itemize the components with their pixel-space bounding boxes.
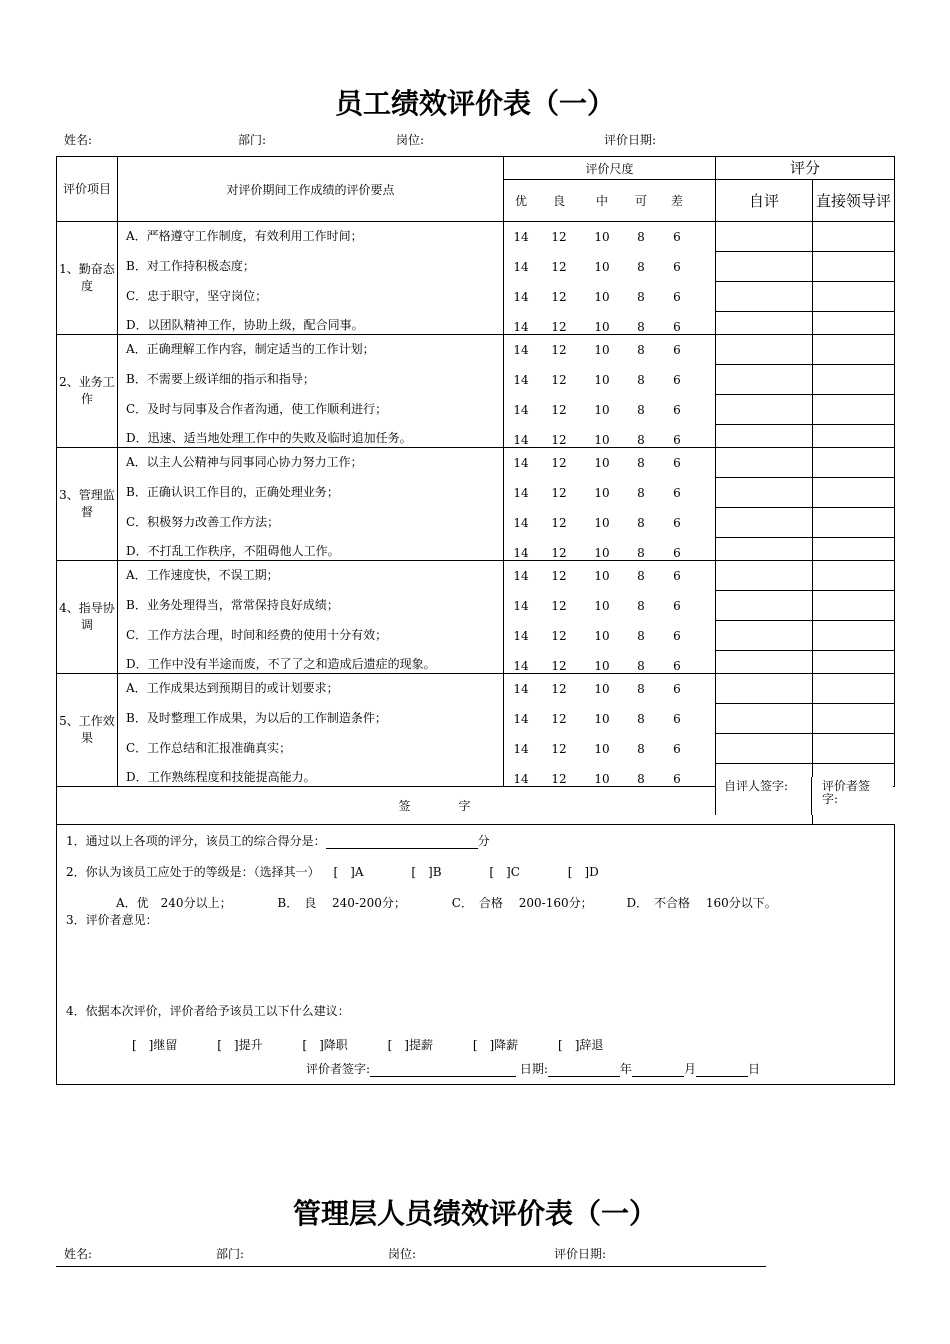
scale-label-excellent: 优 bbox=[514, 194, 527, 208]
suggest-demote[interactable]: [ ]降职 bbox=[302, 1038, 348, 1052]
scale-score-value[interactable]: 12 bbox=[551, 712, 567, 726]
scale-score-value[interactable]: 10 bbox=[594, 260, 610, 274]
criteria-list bbox=[118, 561, 504, 674]
category-row bbox=[57, 674, 895, 787]
leader-score-cells[interactable] bbox=[813, 561, 895, 674]
evaluator-sign-label: 评价者签字: bbox=[822, 779, 871, 806]
scale-score-value[interactable]: 8 bbox=[637, 712, 645, 726]
scale-score-value[interactable]: 12 bbox=[551, 373, 567, 387]
score-entry-cell[interactable] bbox=[716, 674, 812, 704]
grade-option-d[interactable]: [ ]D bbox=[567, 865, 599, 879]
col-scale-header: 评价尺度 bbox=[504, 157, 716, 180]
scale-score-value[interactable]: 8 bbox=[637, 599, 645, 613]
evaluator-sign-cell[interactable] bbox=[812, 777, 893, 815]
scale-score-value[interactable]: 10 bbox=[594, 289, 610, 304]
scale-score-value[interactable]: 8 bbox=[637, 230, 645, 245]
criterion: B．对工作持积极态度； bbox=[126, 259, 255, 274]
scale-score-value[interactable]: 12 bbox=[551, 741, 567, 756]
criterion: A．工作速度快，不误工期； bbox=[126, 568, 279, 583]
scale-score-value[interactable]: 12 bbox=[551, 515, 567, 530]
scale-score-value[interactable]: 10 bbox=[594, 373, 610, 387]
criterion: C．工作方法合理，时间和经费的使用十分有效； bbox=[126, 627, 388, 642]
category-name: 1、勤奋态度 bbox=[57, 222, 118, 335]
criterion: D．工作熟练程度和技能提高能力。 bbox=[126, 769, 316, 784]
score-entry-cell[interactable] bbox=[813, 312, 894, 334]
scale-score-value[interactable]: 10 bbox=[594, 682, 610, 697]
date-text: 日期: bbox=[519, 1062, 548, 1076]
scale-score-value[interactable]: 10 bbox=[594, 319, 610, 334]
scale-score-value[interactable]: 14 bbox=[513, 402, 529, 417]
criteria-list bbox=[118, 448, 504, 561]
scale-score-value[interactable]: 6 bbox=[673, 658, 681, 673]
scale-score-value[interactable]: 14 bbox=[513, 628, 529, 643]
scale-label-poor: 差 bbox=[670, 194, 683, 208]
scale-score-value[interactable]: 6 bbox=[673, 771, 681, 786]
scale-score-value[interactable]: 14 bbox=[513, 343, 529, 358]
score-entry-cell[interactable] bbox=[716, 734, 812, 764]
scale-score-value[interactable]: 12 bbox=[551, 486, 567, 500]
leader-score-cells[interactable] bbox=[813, 674, 895, 787]
scale-score-value[interactable]: 14 bbox=[513, 545, 529, 560]
scale-score-value[interactable]: 8 bbox=[637, 343, 645, 358]
q2-text: 2．你认为该员工应处于的等级是：（选择其一） bbox=[66, 865, 320, 879]
leader-eval-header: 直接领导评 bbox=[813, 180, 895, 222]
grade-option-b[interactable]: [ ]B bbox=[411, 865, 442, 879]
scale-score-value[interactable]: 14 bbox=[513, 230, 529, 245]
criterion: B．及时整理工作成果，为以后的工作制造条件； bbox=[126, 711, 387, 726]
scale-score-value[interactable]: 10 bbox=[594, 712, 610, 726]
score-entry-cell[interactable] bbox=[813, 508, 894, 538]
scale-score-value[interactable]: 10 bbox=[594, 771, 610, 786]
bottom-section bbox=[56, 816, 894, 1076]
scale-score-value[interactable]: 6 bbox=[673, 432, 681, 447]
scale-score-value[interactable]: 8 bbox=[637, 260, 645, 274]
scale-score-value[interactable]: 8 bbox=[637, 771, 645, 786]
scale-score-value[interactable]: 10 bbox=[594, 741, 610, 756]
score-entry-cell[interactable] bbox=[716, 448, 812, 478]
scale-score-value[interactable]: 14 bbox=[513, 289, 529, 304]
score-entry-cell[interactable] bbox=[716, 591, 812, 621]
scale-score-value[interactable]: 14 bbox=[513, 569, 529, 584]
scale-score-value[interactable]: 10 bbox=[594, 545, 610, 560]
form2-top-rule bbox=[56, 1266, 766, 1267]
criterion: A．正确理解工作内容，制定适当的工作计划； bbox=[126, 342, 375, 357]
scale-score-value[interactable]: 10 bbox=[594, 486, 610, 500]
criterion: C．积极努力改善工作方法； bbox=[126, 514, 280, 529]
score-entry-cell[interactable] bbox=[813, 561, 894, 591]
scale-score-value[interactable]: 8 bbox=[637, 402, 645, 417]
scale-score-value[interactable]: 6 bbox=[673, 486, 681, 500]
col-points-header: 对评价期间工作成绩的评价要点 bbox=[118, 157, 504, 222]
scale-values bbox=[504, 222, 716, 335]
date-year-field[interactable] bbox=[548, 1064, 620, 1077]
self-score-cells[interactable] bbox=[716, 335, 813, 448]
scale-score-value[interactable]: 14 bbox=[513, 486, 529, 500]
category-name: 5、工作效果 bbox=[57, 674, 118, 787]
criterion: A．以主人公精神与同事同心协力努力工作； bbox=[126, 455, 363, 470]
scale-score-value[interactable]: 6 bbox=[673, 373, 681, 387]
form2-title: 管理层人员绩效评价表（一） bbox=[292, 1197, 657, 1230]
date-month-field[interactable] bbox=[632, 1064, 684, 1077]
evaluator-sign-text: 评价者签字: bbox=[306, 1062, 371, 1076]
scale-score-value[interactable]: 6 bbox=[673, 741, 681, 756]
scale-score-value[interactable]: 6 bbox=[673, 545, 681, 560]
scale-score-value[interactable]: 10 bbox=[594, 599, 610, 613]
category-row bbox=[57, 448, 895, 561]
leader-score-cells[interactable] bbox=[813, 448, 895, 561]
scale-score-value[interactable]: 12 bbox=[551, 599, 567, 613]
suggest-pay-cut[interactable]: [ ]降薪 bbox=[472, 1038, 519, 1052]
self-score-cells[interactable] bbox=[716, 222, 813, 335]
scale-score-value[interactable]: 14 bbox=[513, 599, 529, 613]
form2-position-label: 岗位: bbox=[388, 1247, 417, 1261]
score-entry-cell[interactable] bbox=[716, 425, 812, 447]
criterion: D．以团队精神工作，协助上级，配合同事。 bbox=[126, 317, 364, 332]
score-entry-cell[interactable] bbox=[813, 425, 894, 447]
score-entry-cell[interactable] bbox=[716, 561, 812, 591]
score-entry-cell[interactable] bbox=[716, 252, 812, 282]
scale-values bbox=[504, 335, 716, 448]
scale-score-value[interactable]: 6 bbox=[673, 402, 681, 417]
scale-score-value[interactable]: 12 bbox=[551, 343, 567, 358]
col-score-header: 评分 bbox=[716, 157, 895, 180]
scale-score-value[interactable]: 8 bbox=[637, 432, 645, 447]
scale-score-value[interactable]: 10 bbox=[594, 343, 610, 358]
scale-score-value[interactable]: 6 bbox=[673, 599, 681, 613]
category-row bbox=[57, 222, 895, 335]
score-entry-cell[interactable] bbox=[716, 478, 812, 508]
score-entry-cell[interactable] bbox=[716, 222, 812, 252]
scale-score-value[interactable]: 12 bbox=[551, 569, 567, 584]
criterion: B．业务处理得当，常常保持良好成绩； bbox=[126, 598, 339, 613]
form2-dept-label: 部门: bbox=[216, 1247, 245, 1261]
scale-score-value[interactable]: 8 bbox=[637, 456, 645, 471]
scale-score-value[interactable]: 8 bbox=[637, 515, 645, 530]
grade-option-a[interactable]: [ ]A bbox=[333, 865, 364, 879]
scale-score-value[interactable]: 6 bbox=[673, 319, 681, 334]
scale-values bbox=[504, 561, 716, 674]
score-entry-cell[interactable] bbox=[813, 478, 894, 508]
score-entry-cell[interactable] bbox=[716, 335, 812, 365]
scale-score-value[interactable]: 14 bbox=[513, 658, 529, 673]
self-eval-header: 自评 bbox=[716, 180, 813, 222]
scale-label-good: 良 bbox=[552, 194, 565, 208]
score-entry-cell[interactable] bbox=[813, 734, 894, 764]
signature-label: 签 字 bbox=[57, 787, 813, 825]
q1-text: 1．通过以上各项的评分，该员工的综合得分是： bbox=[66, 834, 326, 848]
scale-score-value[interactable]: 8 bbox=[637, 289, 645, 304]
scale-score-value[interactable]: 6 bbox=[673, 515, 681, 530]
scale-score-value[interactable]: 12 bbox=[551, 260, 567, 274]
suggest-retain[interactable]: [ ]继留 bbox=[132, 1038, 178, 1052]
scale-score-value[interactable]: 14 bbox=[513, 319, 529, 334]
scale-score-value[interactable]: 10 bbox=[594, 515, 610, 530]
scale-score-value[interactable]: 12 bbox=[551, 432, 567, 447]
suggest-raise[interactable]: [ ]提薪 bbox=[387, 1038, 433, 1052]
score-entry-cell[interactable] bbox=[716, 651, 812, 673]
scale-score-value[interactable]: 8 bbox=[637, 628, 645, 643]
score-entry-cell[interactable] bbox=[813, 365, 894, 395]
criterion: A．严格遵守工作制度，有效利用工作时间； bbox=[126, 229, 363, 244]
score-entry-cell[interactable] bbox=[813, 591, 894, 621]
scale-score-value[interactable]: 6 bbox=[673, 289, 681, 304]
category-row bbox=[57, 561, 895, 674]
self-score-cells[interactable] bbox=[716, 448, 813, 561]
scale-score-value[interactable]: 10 bbox=[594, 569, 610, 584]
scale-labels bbox=[504, 180, 716, 222]
scale-score-value[interactable]: 12 bbox=[551, 230, 567, 245]
scale-label-fair: 可 bbox=[634, 194, 647, 208]
evaluator-sign-field[interactable] bbox=[370, 1064, 516, 1077]
scale-score-value[interactable]: 12 bbox=[551, 456, 567, 471]
score-entry-cell[interactable] bbox=[813, 282, 894, 312]
criteria-list bbox=[118, 222, 504, 335]
score-entry-cell[interactable] bbox=[813, 651, 894, 673]
dept-label: 部门: bbox=[238, 133, 267, 147]
position-label: 岗位: bbox=[396, 133, 425, 147]
score-entry-cell[interactable] bbox=[813, 448, 894, 478]
grade-option-c[interactable]: [ ]C bbox=[489, 865, 520, 879]
scale-score-value[interactable]: 8 bbox=[637, 569, 645, 584]
score-entry-cell[interactable] bbox=[716, 365, 812, 395]
scale-score-value[interactable]: 6 bbox=[673, 230, 681, 245]
score-entry-cell[interactable] bbox=[716, 282, 812, 312]
self-sign-cell[interactable] bbox=[715, 777, 812, 815]
q1-suffix: 分 bbox=[477, 834, 490, 848]
scale-score-value[interactable]: 12 bbox=[551, 771, 567, 786]
suggest-dismiss[interactable]: [ ]辞退 bbox=[558, 1038, 604, 1052]
scale-score-value[interactable]: 6 bbox=[673, 682, 681, 697]
score-entry-cell[interactable] bbox=[813, 222, 894, 252]
scale-score-value[interactable]: 10 bbox=[594, 456, 610, 471]
scale-score-value[interactable]: 10 bbox=[594, 432, 610, 447]
scale-score-value[interactable]: 8 bbox=[637, 682, 645, 697]
scale-score-value[interactable]: 12 bbox=[551, 628, 567, 643]
score-entry-cell[interactable] bbox=[716, 621, 812, 651]
criterion: D．不打乱工作秩序，不阻碍他人工作。 bbox=[126, 543, 340, 558]
scale-score-value[interactable]: 14 bbox=[513, 515, 529, 530]
criterion: C．及时与同事及合作者沟通，使工作顺利进行； bbox=[126, 401, 388, 416]
criterion: B．正确认识工作目的，正确处理业务； bbox=[126, 485, 339, 500]
score-entry-cell[interactable] bbox=[813, 704, 894, 734]
criteria-list bbox=[118, 674, 504, 787]
scale-score-value[interactable]: 12 bbox=[551, 402, 567, 417]
form2-name-label: 姓名: bbox=[64, 1247, 93, 1261]
category-name: 3、管理监督 bbox=[57, 448, 118, 561]
col-item-header: 评价项目 bbox=[57, 157, 118, 222]
scale-label-medium: 中 bbox=[595, 194, 608, 208]
scale-score-value[interactable]: 14 bbox=[513, 712, 529, 726]
scale-score-value[interactable]: 12 bbox=[551, 289, 567, 304]
score-entry-cell[interactable] bbox=[813, 335, 894, 365]
scale-values bbox=[504, 674, 716, 787]
scale-score-value[interactable]: 14 bbox=[513, 456, 529, 471]
scale-score-value[interactable]: 6 bbox=[673, 712, 681, 726]
leader-score-cells[interactable] bbox=[813, 222, 895, 335]
scale-score-value[interactable]: 12 bbox=[551, 682, 567, 697]
category-row bbox=[57, 335, 895, 448]
scale-score-value[interactable]: 14 bbox=[513, 260, 529, 274]
form1-title: 员工绩效评价表（一） bbox=[334, 87, 615, 120]
scale-score-value[interactable]: 6 bbox=[673, 456, 681, 471]
name-label: 姓名: bbox=[64, 133, 93, 147]
q4-text: 4．依据本次评价，评价者给予该员工以下什么建议： bbox=[66, 1004, 350, 1018]
self-sign-label: 自评人签字: bbox=[724, 779, 789, 793]
scale-score-value[interactable]: 6 bbox=[673, 260, 681, 274]
scale-score-value[interactable]: 8 bbox=[637, 373, 645, 387]
scale-score-value[interactable]: 10 bbox=[594, 402, 610, 417]
scale-score-value[interactable]: 12 bbox=[551, 545, 567, 560]
month-text: 月 bbox=[683, 1062, 696, 1076]
scale-score-value[interactable]: 8 bbox=[637, 741, 645, 756]
scale-score-value[interactable]: 6 bbox=[673, 343, 681, 358]
scale-score-value[interactable]: 8 bbox=[637, 486, 645, 500]
score-entry-cell[interactable] bbox=[813, 538, 894, 560]
grade-scale-c: C． 合格 200-160分； bbox=[451, 896, 593, 910]
scale-score-value[interactable]: 14 bbox=[513, 741, 529, 756]
grade-scale-b: B． 良 240-200分； bbox=[277, 896, 406, 910]
scale-score-value[interactable]: 14 bbox=[513, 771, 529, 786]
score-entry-cell[interactable] bbox=[716, 538, 812, 560]
total-score-field[interactable] bbox=[326, 836, 478, 849]
criterion: A．工作成果达到预期目的或计划要求； bbox=[126, 681, 339, 696]
score-entry-cell[interactable] bbox=[813, 395, 894, 425]
score-entry-cell[interactable] bbox=[716, 312, 812, 334]
scale-score-value[interactable]: 8 bbox=[637, 545, 645, 560]
criterion: D．工作中没有半途而废，不了了之和造成后遗症的现象。 bbox=[126, 656, 436, 671]
score-entry-cell[interactable] bbox=[813, 252, 894, 282]
self-score-cells[interactable] bbox=[716, 674, 813, 787]
score-entry-cell[interactable] bbox=[716, 508, 812, 538]
scale-score-value[interactable]: 14 bbox=[513, 682, 529, 697]
category-name: 4、指导协调 bbox=[57, 561, 118, 674]
scale-score-value[interactable]: 12 bbox=[551, 319, 567, 334]
day-text: 日 bbox=[747, 1062, 760, 1076]
criterion: D．迅速、适当地处理工作中的失败及临时追加任务。 bbox=[126, 430, 412, 445]
eval-date-label: 评价日期: bbox=[604, 133, 657, 147]
scale-score-value[interactable]: 12 bbox=[551, 658, 567, 673]
scale-score-value[interactable]: 14 bbox=[513, 373, 529, 387]
q3-text: 3．评价者意见： bbox=[66, 913, 158, 927]
form2-eval-date-label: 评价日期: bbox=[554, 1247, 607, 1261]
criterion: C．忠于职守，坚守岗位； bbox=[126, 288, 268, 303]
scale-score-value[interactable]: 6 bbox=[673, 628, 681, 643]
self-score-cells[interactable] bbox=[716, 561, 813, 674]
scale-score-value[interactable]: 8 bbox=[637, 319, 645, 334]
criterion: C．工作总结和汇报准确真实； bbox=[126, 740, 292, 755]
scale-score-value[interactable]: 10 bbox=[594, 658, 610, 673]
evaluator-opinion-field[interactable] bbox=[66, 928, 886, 998]
criterion: B．不需要上级详细的指示和指导； bbox=[126, 372, 315, 387]
score-entry-cell[interactable] bbox=[813, 674, 894, 704]
score-entry-cell[interactable] bbox=[716, 704, 812, 734]
category-name: 2、业务工作 bbox=[57, 335, 118, 448]
score-entry-cell[interactable] bbox=[716, 395, 812, 425]
year-text: 年 bbox=[619, 1062, 632, 1076]
score-entry-cell[interactable] bbox=[813, 621, 894, 651]
date-day-field[interactable] bbox=[696, 1064, 748, 1077]
scale-values bbox=[504, 448, 716, 561]
leader-score-cells[interactable] bbox=[813, 335, 895, 448]
scale-score-value[interactable]: 6 bbox=[673, 569, 681, 584]
criteria-list bbox=[118, 335, 504, 448]
grade-scale-a: A．优 240分以上； bbox=[116, 896, 232, 910]
grade-scale-d: D． 不合格 160分以下。 bbox=[626, 896, 777, 910]
suggest-promote[interactable]: [ ]提升 bbox=[217, 1038, 263, 1052]
scale-score-value[interactable]: 14 bbox=[513, 432, 529, 447]
scale-score-value[interactable]: 10 bbox=[594, 230, 610, 245]
scale-score-value[interactable]: 8 bbox=[637, 658, 645, 673]
scale-score-value[interactable]: 10 bbox=[594, 628, 610, 643]
